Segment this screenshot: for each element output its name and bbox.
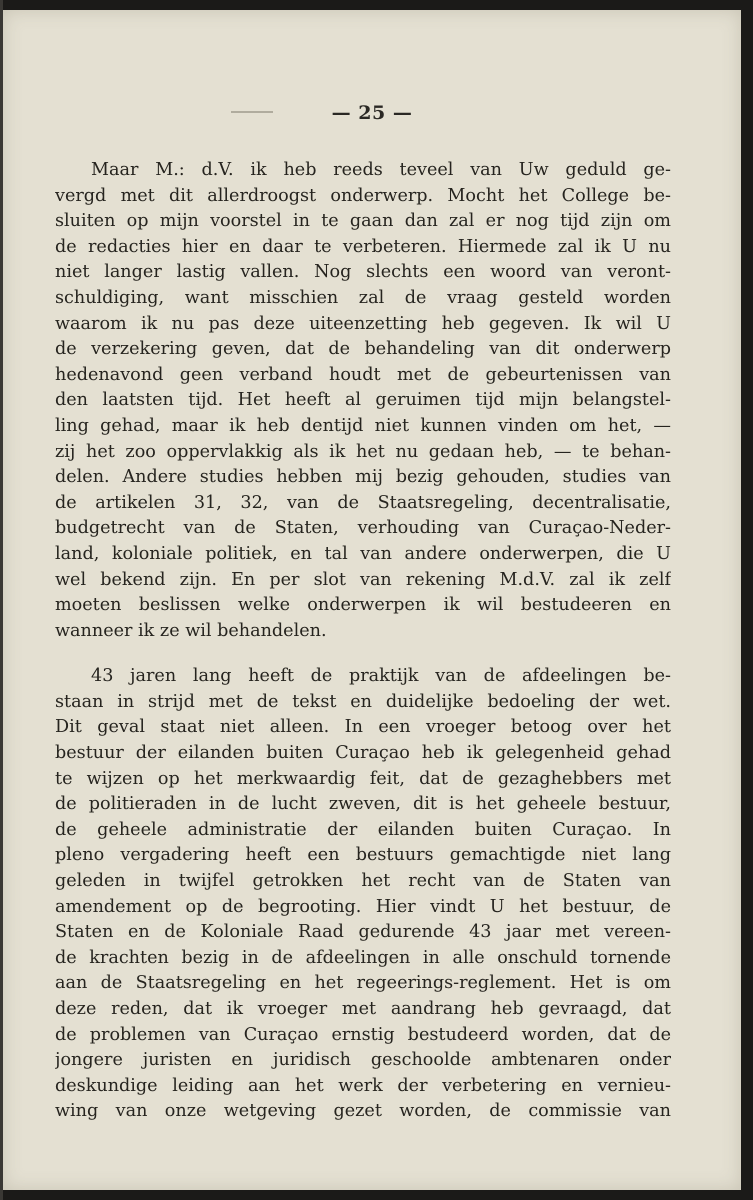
text-line: de problemen van Curaçao ernstig bestudeerd worden, dat de bbox=[55, 1024, 671, 1045]
text-line: niet langer lastig vallen. Nog slechts een woord van veront- bbox=[55, 262, 671, 283]
text-line: ling gehad, maar ik heb dentijd niet kunnen vinden om het, — bbox=[55, 415, 671, 436]
text-line: wanneer ik ze wil behandelen. bbox=[55, 620, 327, 641]
paragraph-gap bbox=[55, 644, 671, 664]
text-line: de geheele administratie der eilanden buiten Curaçao. In bbox=[55, 819, 671, 840]
body-text bbox=[55, 158, 671, 1125]
text-line: jongere juristen en juridisch geschoolde ambtenaren onder bbox=[55, 1050, 671, 1071]
text-line: wel bekend zijn. En per slot van rekening M.d.V. zal ik zelf bbox=[55, 569, 671, 590]
text-line: vergd met dit allerdroogst onderwerp. Mocht het College be- bbox=[55, 185, 671, 206]
text-line: bestuur der eilanden buiten Curaçao heb ik gelegenheid gehad bbox=[55, 743, 671, 764]
text-line: de redacties hier en daar te verbeteren. Hiermede zal ik U nu bbox=[55, 236, 671, 257]
text-line: geleden in twijfel getrokken het recht van de Staten van bbox=[55, 871, 671, 892]
page-number: — 25 — bbox=[331, 102, 413, 124]
text-line: Dit geval staat niet alleen. In een vroeger betoog over het bbox=[55, 717, 671, 738]
text-line: deze reden, dat ik vroeger met aandrang heb gevraagd, dat bbox=[55, 999, 671, 1019]
paragraph-2 bbox=[55, 664, 671, 1125]
text-line: sluiten op mijn voorstel in te gaan dan zal er nog tijd zijn om bbox=[55, 211, 671, 232]
text-line: Staten en de Koloniale Raad gedurende 43 jaar met vereen- bbox=[55, 922, 671, 943]
text-line: de verzekering geven, dat de behandeling van dit onderwerp bbox=[55, 339, 671, 360]
text-line: schuldiging, want misschien zal de vraag gesteld worden bbox=[55, 287, 671, 308]
text-line: 43 jaren lang heeft de praktijk van de afdeelingen be- bbox=[91, 666, 671, 687]
text-line: delen. Andere studies hebben mij bezig gehouden, studies van bbox=[55, 467, 671, 488]
text-line: aan de Staatsregeling en het regeerings-reglement. Het is om bbox=[55, 973, 671, 994]
text-line: staan in strijd met de tekst en duidelijke bedoeling der wet. bbox=[55, 691, 671, 712]
text-line: zij het zoo oppervlakkig als ik het nu gedaan heb, — te behan- bbox=[55, 441, 671, 462]
text-line: amendement op de begrooting. Hier vindt U het bestuur, de bbox=[55, 896, 671, 917]
text-line: pleno vergadering heeft een bestuurs gemachtigde niet lang bbox=[55, 845, 671, 866]
text-line: Maar M.: d.V. ik heb reeds teveel van Uw geduld ge- bbox=[91, 160, 671, 180]
book-page bbox=[3, 10, 741, 1190]
text-line: den laatsten tijd. Het heeft al geruimen tijd mijn belangstel- bbox=[55, 390, 671, 411]
text-line: te wijzen op het merkwaardig feit, dat de gezaghebbers met bbox=[55, 768, 671, 789]
text-line: de politieraden in de lucht zweven, dit is het geheele bestuur, bbox=[55, 794, 671, 815]
text-line: wing van onze wetgeving gezet worden, de commissie van bbox=[55, 1101, 671, 1122]
paragraph-1 bbox=[55, 158, 671, 644]
text-line: moeten beslissen welke onderwerpen ik wil bestudeeren en bbox=[55, 595, 671, 616]
text-line: land, koloniale politiek, en tal van andere onderwerpen, die U bbox=[55, 543, 671, 564]
text-line: budgetrecht van de Staten, verhouding van Curaçao-Neder- bbox=[55, 518, 671, 539]
text-line: de artikelen 31, 32, van de Staatsregeling, decentralisatie, bbox=[55, 492, 671, 513]
text-line: hedenavond geen verband houdt met de gebeurtenissen van bbox=[55, 364, 671, 385]
text-line: deskundige leiding aan het werk der verbetering en vernieu- bbox=[55, 1075, 671, 1096]
text-line: waarom ik nu pas deze uiteenzetting heb gegeven. Ik wil U bbox=[55, 313, 671, 334]
text-line: de krachten bezig in de afdeelingen in alle onschuld tornende bbox=[55, 947, 671, 968]
